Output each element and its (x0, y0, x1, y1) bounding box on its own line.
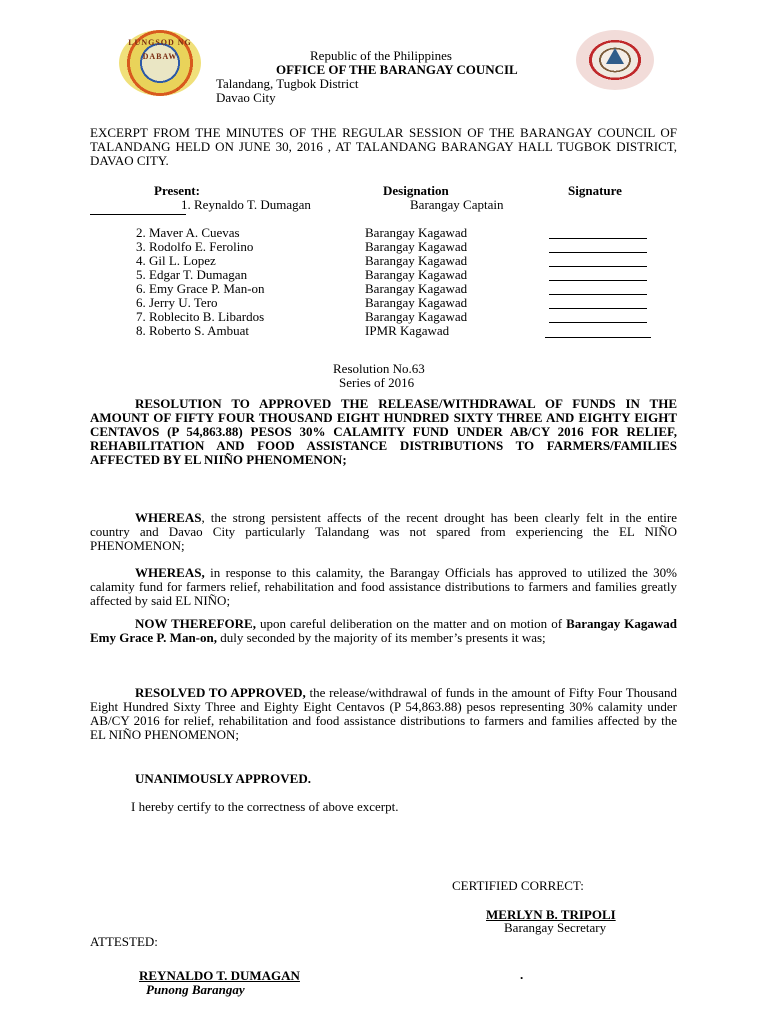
signature-dot: . (520, 967, 524, 982)
resolution-number: Resolution No.63 (333, 361, 425, 376)
member-designation: Barangay Kagawad (365, 267, 468, 282)
member-name: 3. Rodolfo E. Ferolino (136, 239, 254, 254)
member-name: 8. Roberto S. Ambuat (136, 323, 250, 338)
davao-city-seal (119, 30, 201, 96)
now-therefore-text: upon careful deliberation on the matter and on motion of (255, 616, 567, 631)
member-designation: Barangay Kagawad (365, 295, 468, 310)
whereas-lead: WHEREAS (135, 510, 202, 525)
resolved-lead: RESOLVED TO APPROVED, (135, 685, 306, 700)
resolution-series: Series of 2016 (339, 375, 415, 390)
captain-title: Punong Barangay (146, 982, 245, 997)
member-designation: Barangay Kagawad (365, 239, 468, 254)
now-therefore-text-2: duly seconded by the majority of its member’s presents it was; (216, 630, 546, 645)
whereas-paragraph-1 (90, 511, 677, 553)
whereas-paragraph-2 (90, 566, 677, 608)
captain-name: REYNALDO T. DUMAGAN (139, 968, 300, 983)
member-name: 4. Gil L. Lopez (136, 253, 216, 268)
secretary-title: Barangay Secretary (504, 920, 607, 935)
resolution-title: RESOLUTION TO APPROVED THE RELEASE/WITHDRAWAL OF FUNDS IN THE AMOUNT OF FIFTY FOUR THOUSAND EIGHT HUNDRED SIXTY THREE AND EIGHTY EIGHT CENTAVOS (P 54,863.88) PESOS 30% CALAMITY FUND UNDER AB/CY 2016 FOR RELIEF, REHABILITATION AND FOOD ASSISTANCE DISTRIBUTIONS TO FARMERS/FAMILIES AFFECTED BY EL NIIÑO PHENOMENON; (90, 396, 677, 467)
whereas-lead: WHEREAS, (135, 565, 205, 580)
signature-line (549, 284, 647, 295)
member-designation: Barangay Kagawad (365, 309, 468, 324)
resolved-paragraph (90, 686, 677, 742)
excerpt-paragraph: EXCERPT FROM THE MINUTES OF THE REGULAR SESSION OF THE BARANGAY COUNCIL OF TALANDANG HELD ON JUNE 30, 2016 , AT TALANDANG BARANGAY HALL TUGBOK DISTRICT, DAVAO CITY. (90, 125, 677, 168)
secretary-name: MERLYN B. TRIPOLI (486, 907, 616, 922)
mover-name: Barangay Kagawad Emy Grace P. Man-on, (90, 616, 678, 645)
signature-line (549, 312, 647, 323)
resolved-text: the release/withdrawal of funds in the amount of Fifty Four Thousand Eight Hundred Sixty Three and Eighty Eight Centavos (P 54,863.88) pesos representing 30% calamity under AB/CY 2016 for relief, rehabilitation and food assistance distributions to farmers and families affected by the EL NIÑO PHENOMENON; (90, 685, 677, 742)
col-designation-header: Designation (383, 183, 449, 198)
whereas-text: , the strong persistent affects of the recent drought has been clearly felt in the entire country and Davao City particularly Talandang was not spared from experiencing the EL NIÑO PHENOMENON; (90, 510, 677, 553)
signature-line (90, 214, 186, 215)
barangay-seal (576, 30, 654, 90)
signature-line (545, 327, 651, 338)
member-designation: Barangay Captain (410, 197, 504, 212)
certification-statement: I hereby certify to the correctness of above excerpt. (131, 799, 399, 814)
header-address: Talandang, Tugbok District (216, 76, 359, 91)
col-signature-header: Signature (568, 183, 622, 198)
member-name: 2. Maver A. Cuevas (136, 225, 240, 240)
member-name: 5. Edgar T. Dumagan (136, 267, 248, 282)
member-name: 6. Emy Grace P. Man-on (136, 281, 265, 296)
header-city: Davao City (216, 90, 276, 105)
member-name: 7. Roblecito B. Libardos (136, 309, 265, 324)
signature-line (549, 228, 647, 239)
header-office: OFFICE OF THE BARANGAY COUNCIL (276, 62, 518, 77)
signature-line (549, 298, 647, 309)
signature-line (549, 242, 647, 253)
whereas-text: in response to this calamity, the Barangay Officials has approved to utilized the 30% calamity fund for farmers relief, rehabilitation and food assistance distributions to farmers and families greatly affected by said EL NIÑO; (90, 565, 677, 608)
seal-left-text: LUNGSOD NG DABAW (128, 38, 192, 61)
signature-line (549, 256, 647, 267)
member-designation: Barangay Kagawad (365, 281, 468, 296)
member-designation: Barangay Kagawad (365, 225, 468, 240)
member-name: 1. Reynaldo T. Dumagan (181, 197, 311, 212)
col-present-header: Present: (154, 183, 200, 198)
member-designation: IPMR Kagawad (365, 323, 450, 338)
now-therefore-paragraph (90, 617, 677, 645)
member-designation: Barangay Kagawad (365, 253, 468, 268)
certified-correct-label: CERTIFIED CORRECT: (452, 878, 584, 893)
attested-label: ATTESTED: (90, 934, 158, 949)
unanimously-approved: UNANIMOUSLY APPROVED. (135, 771, 311, 786)
signature-line (549, 270, 647, 281)
header-republic: Republic of the Philippines (310, 48, 452, 63)
now-therefore-lead: NOW THEREFORE, (135, 616, 256, 631)
member-name: 6. Jerry U. Tero (136, 295, 218, 310)
seal-triangle-icon (606, 48, 624, 64)
